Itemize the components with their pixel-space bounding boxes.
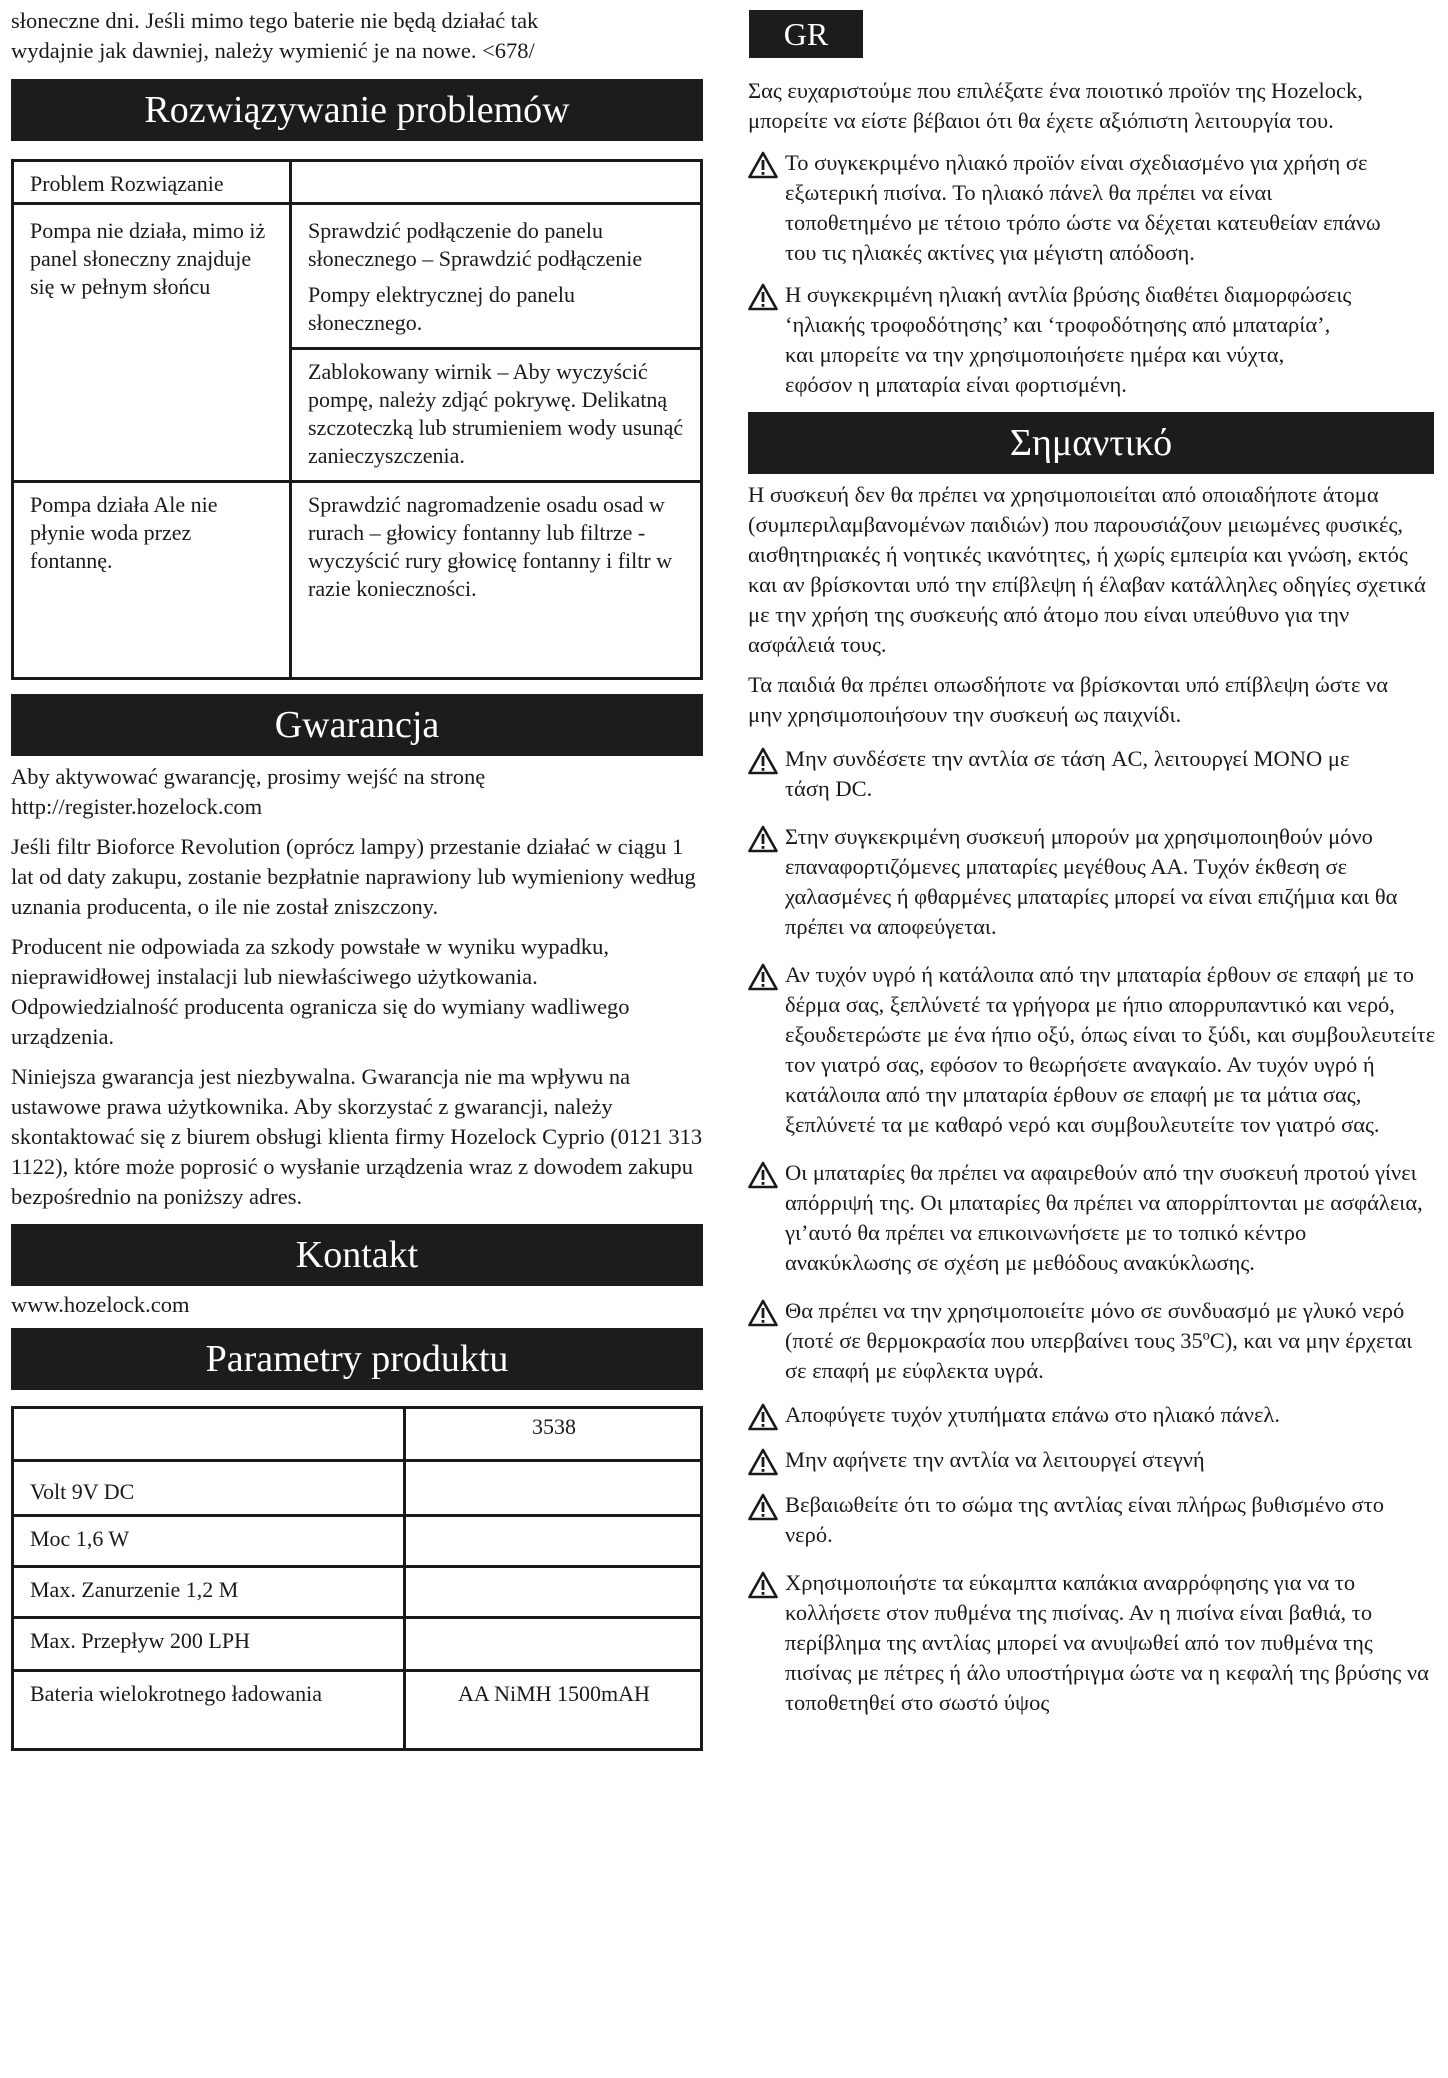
warning-item (748, 960, 1436, 1140)
warning-text: Βεβαιωθείτε ότι το σώμα της αντλίας είναι πλήρως βυθισμένο στο νερό. (785, 1492, 1384, 1547)
warning-item (748, 744, 1436, 804)
right-column (748, 0, 1436, 1718)
solution-cell (291, 204, 702, 349)
troubleshooting-table (11, 159, 703, 680)
warning-triangle-icon (748, 151, 778, 179)
warning-item (748, 1568, 1436, 1718)
important-paragraph: Η συσκευή δεν θα πρέπει να χρησιμοποιείται από οποιαδήποτε άτομα (συμπεριλαμβανομένων παιδιών) που παρουσιάζουν μειωμένες φυσικές, αισθητηριακές ή νοητικές ικανότητες, ή χωρίς εμπειρία και γνώση, εκτός και αν βρίσκονται υπό την επίβλεψη ή έλαβαν κατάλληλες οδηγίες σχετικά με την χρήση της συσκευής από άτομο που είναι υπεύθυνο για την ασφάλειά τους. (748, 482, 1426, 657)
table-row (13, 1618, 702, 1671)
warranty-paragraph: Niniejsza gwarancja jest niezbywalna. Gwarancja nie ma wpływu na ustawowe prawa użytkownika. Aby skorzystać z gwarancji, należy skontaktować się z biurem obsługi klienta firmy Hozelock Cyprio (0121 313 1122), które może poprosić o wysłanie urządzenia wraz z dowodem zakupu bezpośrednio na poniższy adres. (11, 1064, 703, 1209)
param-label: Volt 9V DC (13, 1461, 405, 1516)
warning-text: Η συγκεκριμένη ηλιακή αντλία βρύσης διαθέτει διαμορφώσεις ‘ηλιακής τροφοδότησης’ και ‘τροφοδότησης από μπαταρία’, και μπορείτε να την χρησιμοποιήσετε ημέρα και νύχτα, εφόσον η μπαταρία είναι φορτισμένη. (785, 282, 1352, 397)
table-header-cell: Problem Rozwiązanie (13, 161, 291, 204)
warning-item (748, 1445, 1436, 1476)
param-label: Max. Zanurzenie 1,2 M (13, 1567, 405, 1618)
problem-cell: Pompa nie działa, mimo iż panel słoneczny znajduje się w pełnym słońcu (13, 204, 291, 482)
parameters-heading: Parametry produktu (11, 1328, 703, 1390)
contact-heading: Kontakt (11, 1224, 703, 1286)
warning-text: Μην αφήνετε την αντλία να λειτουργεί στεγνή (785, 1447, 1205, 1472)
table-row (13, 482, 702, 679)
solution-cell (291, 482, 702, 679)
important-warnings (748, 744, 1436, 1718)
table-row (13, 1671, 702, 1750)
param-label: Max. Przepływ 200 LPH (13, 1618, 405, 1671)
warning-text: Μην συνδέσετε την αντλία σε τάση AC, λειτουργεί ΜΟΝΟ με τάση DC. (785, 746, 1350, 801)
intro-text (11, 0, 703, 66)
gr-intro: Σας ευχαριστούμε που επιλέξατε ένα ποιοτικό προϊόν της Hozelock, μπορείτε να είστε βέβαιοι ότι θα έχετε αξιόπιστη λειτουργία του. (748, 78, 1363, 133)
solution-text: Pompy elektrycznej do panelu słonecznego. (308, 282, 575, 335)
warning-text: Αποφύγετε τυχόν χτυπήματα επάνω στο ηλιακό πάνελ. (785, 1402, 1280, 1427)
param-value: AA NiMH 1500mAH (405, 1671, 702, 1750)
warning-text: Θα πρέπει να την χρησιμοποιείτε μόνο σε συνδυασμό με γλυκό νερό (ποτέ σε θερμοκρασία που υπερβαίνει τους 35ºC), και να μην έρχεται σε επαφή με εύφλεκτα υγρά. (785, 1298, 1413, 1383)
table-row (13, 1567, 702, 1618)
param-label: Moc 1,6 W (13, 1516, 405, 1567)
param-value (405, 1567, 702, 1618)
table-row (13, 1516, 702, 1567)
warranty-paragraph: Jeśli filtr Bioforce Revolution (oprócz lampy) przestanie działać w ciągu 1 lat od daty zakupu, zostanie bezpłatnie naprawiony lub wymieniony według uznania producenta, o ile nie został zniszczony. (11, 834, 696, 919)
intro-line: wydajnie jak dawniej, należy wymienić je na nowe. <678/ (11, 38, 535, 63)
warranty-section (11, 762, 703, 1212)
solution-text: Zablokowany wirnik – Aby wyczyścić pompę, należy zdjąć pokrywę. Delikatną szczoteczką lub strumieniem wody usunąć zanieczyszczenia. (308, 359, 684, 468)
warning-triangle-icon (748, 1299, 778, 1327)
warning-triangle-icon (748, 1161, 778, 1189)
warning-text: Οι μπαταρίες θα πρέπει να αφαιρεθούν από την συσκευή προτού γίνει απόρριψή της. Οι μπαταρίες θα πρέπει να απορρίπτονται με ασφάλεια, γι’αυτό θα πρέπει να επικοινωνήσετε με το τοπικό κέντρο ανακύκλωσης σε σχέση με μεθόδους ανακύκλωσης. (785, 1160, 1423, 1275)
table-header-row (13, 161, 702, 204)
warning-triangle-icon (748, 1493, 778, 1521)
param-value (405, 1516, 702, 1567)
warning-item (748, 280, 1436, 400)
troubleshooting-heading: Rozwiązywanie problemów (11, 79, 703, 141)
warning-triangle-icon (748, 825, 778, 853)
warranty-paragraph: Producent nie odpowiada za szkody powstałe w wyniku wypadku, nieprawidłowej instalacji lub niewłaściwego użytkowania. Odpowiedzialność producenta ogranicza się do wymiany wadliwego urządzenia. (11, 934, 630, 1049)
solution-cell (291, 349, 702, 482)
param-label: Bateria wielokrotnego ładowania (13, 1671, 405, 1750)
important-paragraph: Τα παιδιά θα πρέπει οπωσδήποτε να βρίσκονται υπό επίβλεψη ώστε να μην χρησιμοποιήσουν την συσκευή ως παιχνίδι. (748, 672, 1388, 727)
warning-item (748, 1490, 1436, 1550)
param-label-cell-empty (13, 1408, 405, 1461)
warranty-heading: Gwarancja (11, 694, 703, 756)
warning-text: Το συγκεκριμένο ηλιακό προϊόν είναι σχεδιασμένο για χρήση σε εξωτερική πισίνα. Το ηλιακό πάνελ θα πρέπει να είναι τοποθετημένο με τέτοιο τρόπο ώστε να δέχεται κατευθείαν επάνω του τις ηλιακές ακτίνες για μέγιστη απόδοση. (785, 150, 1381, 265)
param-value (405, 1461, 702, 1516)
warning-item (748, 148, 1436, 268)
warning-text: Αν τυχόν υγρό ή κατάλοιπα από την μπαταρία έρθουν σε επαφή με το δέρμα σας, ξεπλύνετέ τα γρήγορα με ήπιο απορρυπαντικό και νερό, εξουδετερώστε με ένα ήπιο οξύ, όπως είναι το ξύδι, και συμβουλευτείτε τον γιατρό σας, εφόσον το θεωρήσετε αναγκαίο. Αν τυχόν υγρό ή κατάλοιπα από την μπαταρία έρθουν σε επαφή με τα μάτια σας, ξεπλύνετέ τα με καθαρό νερό και συμβουλευτείτε τον γιατρό σας. (785, 962, 1436, 1137)
important-heading: Σημαντικό (748, 412, 1434, 474)
contact-website: www.hozelock.com (11, 1292, 190, 1317)
table-header-cell-empty (291, 161, 702, 204)
table-row (13, 1461, 702, 1516)
param-value (405, 1618, 702, 1671)
language-tag: GR (749, 10, 863, 58)
warning-triangle-icon (748, 963, 778, 991)
warning-triangle-icon (748, 283, 778, 311)
solution-text: Sprawdzić podłączenie do panelu słonecznego – Sprawdzić podłączenie (308, 218, 643, 271)
intro-line: słoneczne dni. Jeśli mimo tego baterie nie będą działać tak (11, 8, 539, 33)
warning-triangle-icon (748, 747, 778, 775)
warning-item (748, 1158, 1436, 1278)
warning-triangle-icon (748, 1448, 778, 1476)
warning-item (748, 822, 1436, 942)
warning-item (748, 1296, 1436, 1386)
parameters-table (11, 1406, 703, 1751)
param-model-cell: 3538 (405, 1408, 702, 1461)
warning-triangle-icon (748, 1403, 778, 1431)
warning-text: Στην συγκεκριμένη συσκευή μπορούν μα χρησιμοποιηθούν μόνο επαναφορτιζόμενες μπαταρίες μεγέθους ΑΑ. Τυχόν έκθεση σε χαλασμένες ή φθαρμένες μπαταρίες μπορεί να είναι επιζήμια και θα πρέπει να αποφεύγεται. (785, 824, 1398, 939)
solution-text: Sprawdzić nagromadzenie osadu osad w rurach – głowicy fontanny lub filtrze - wyczyścić rury głowicę fontanny i filtr w razie konieczności. (308, 492, 673, 601)
warning-triangle-icon (748, 1571, 778, 1599)
warranty-paragraph: Aby aktywować gwarancję, prosimy wejść na stronę http://register.hozelock.com (11, 764, 486, 819)
warning-item (748, 1400, 1436, 1431)
problem-cell: Pompa działa Ale nie płynie woda przez fontannę. (13, 482, 291, 679)
left-column (11, 0, 703, 1751)
table-row (13, 204, 702, 349)
table-row (13, 1408, 702, 1461)
warning-text: Χρησιμοποιήστε τα εύκαμπτα καπάκια αναρρόφησης για να το κολλήσετε στον πυθμένα της πισίνας. Αν η πισίνα είναι βαθιά, το περίβλημα της αντλίας μπορεί να ανυψωθεί από τον πυθμένα της πισίνας με πέτρες ή άλο υποστήριγμα ώστε να η κεφαλή της βρύσης να τοποθετηθεί στο σωστό ύψος (785, 1570, 1429, 1715)
